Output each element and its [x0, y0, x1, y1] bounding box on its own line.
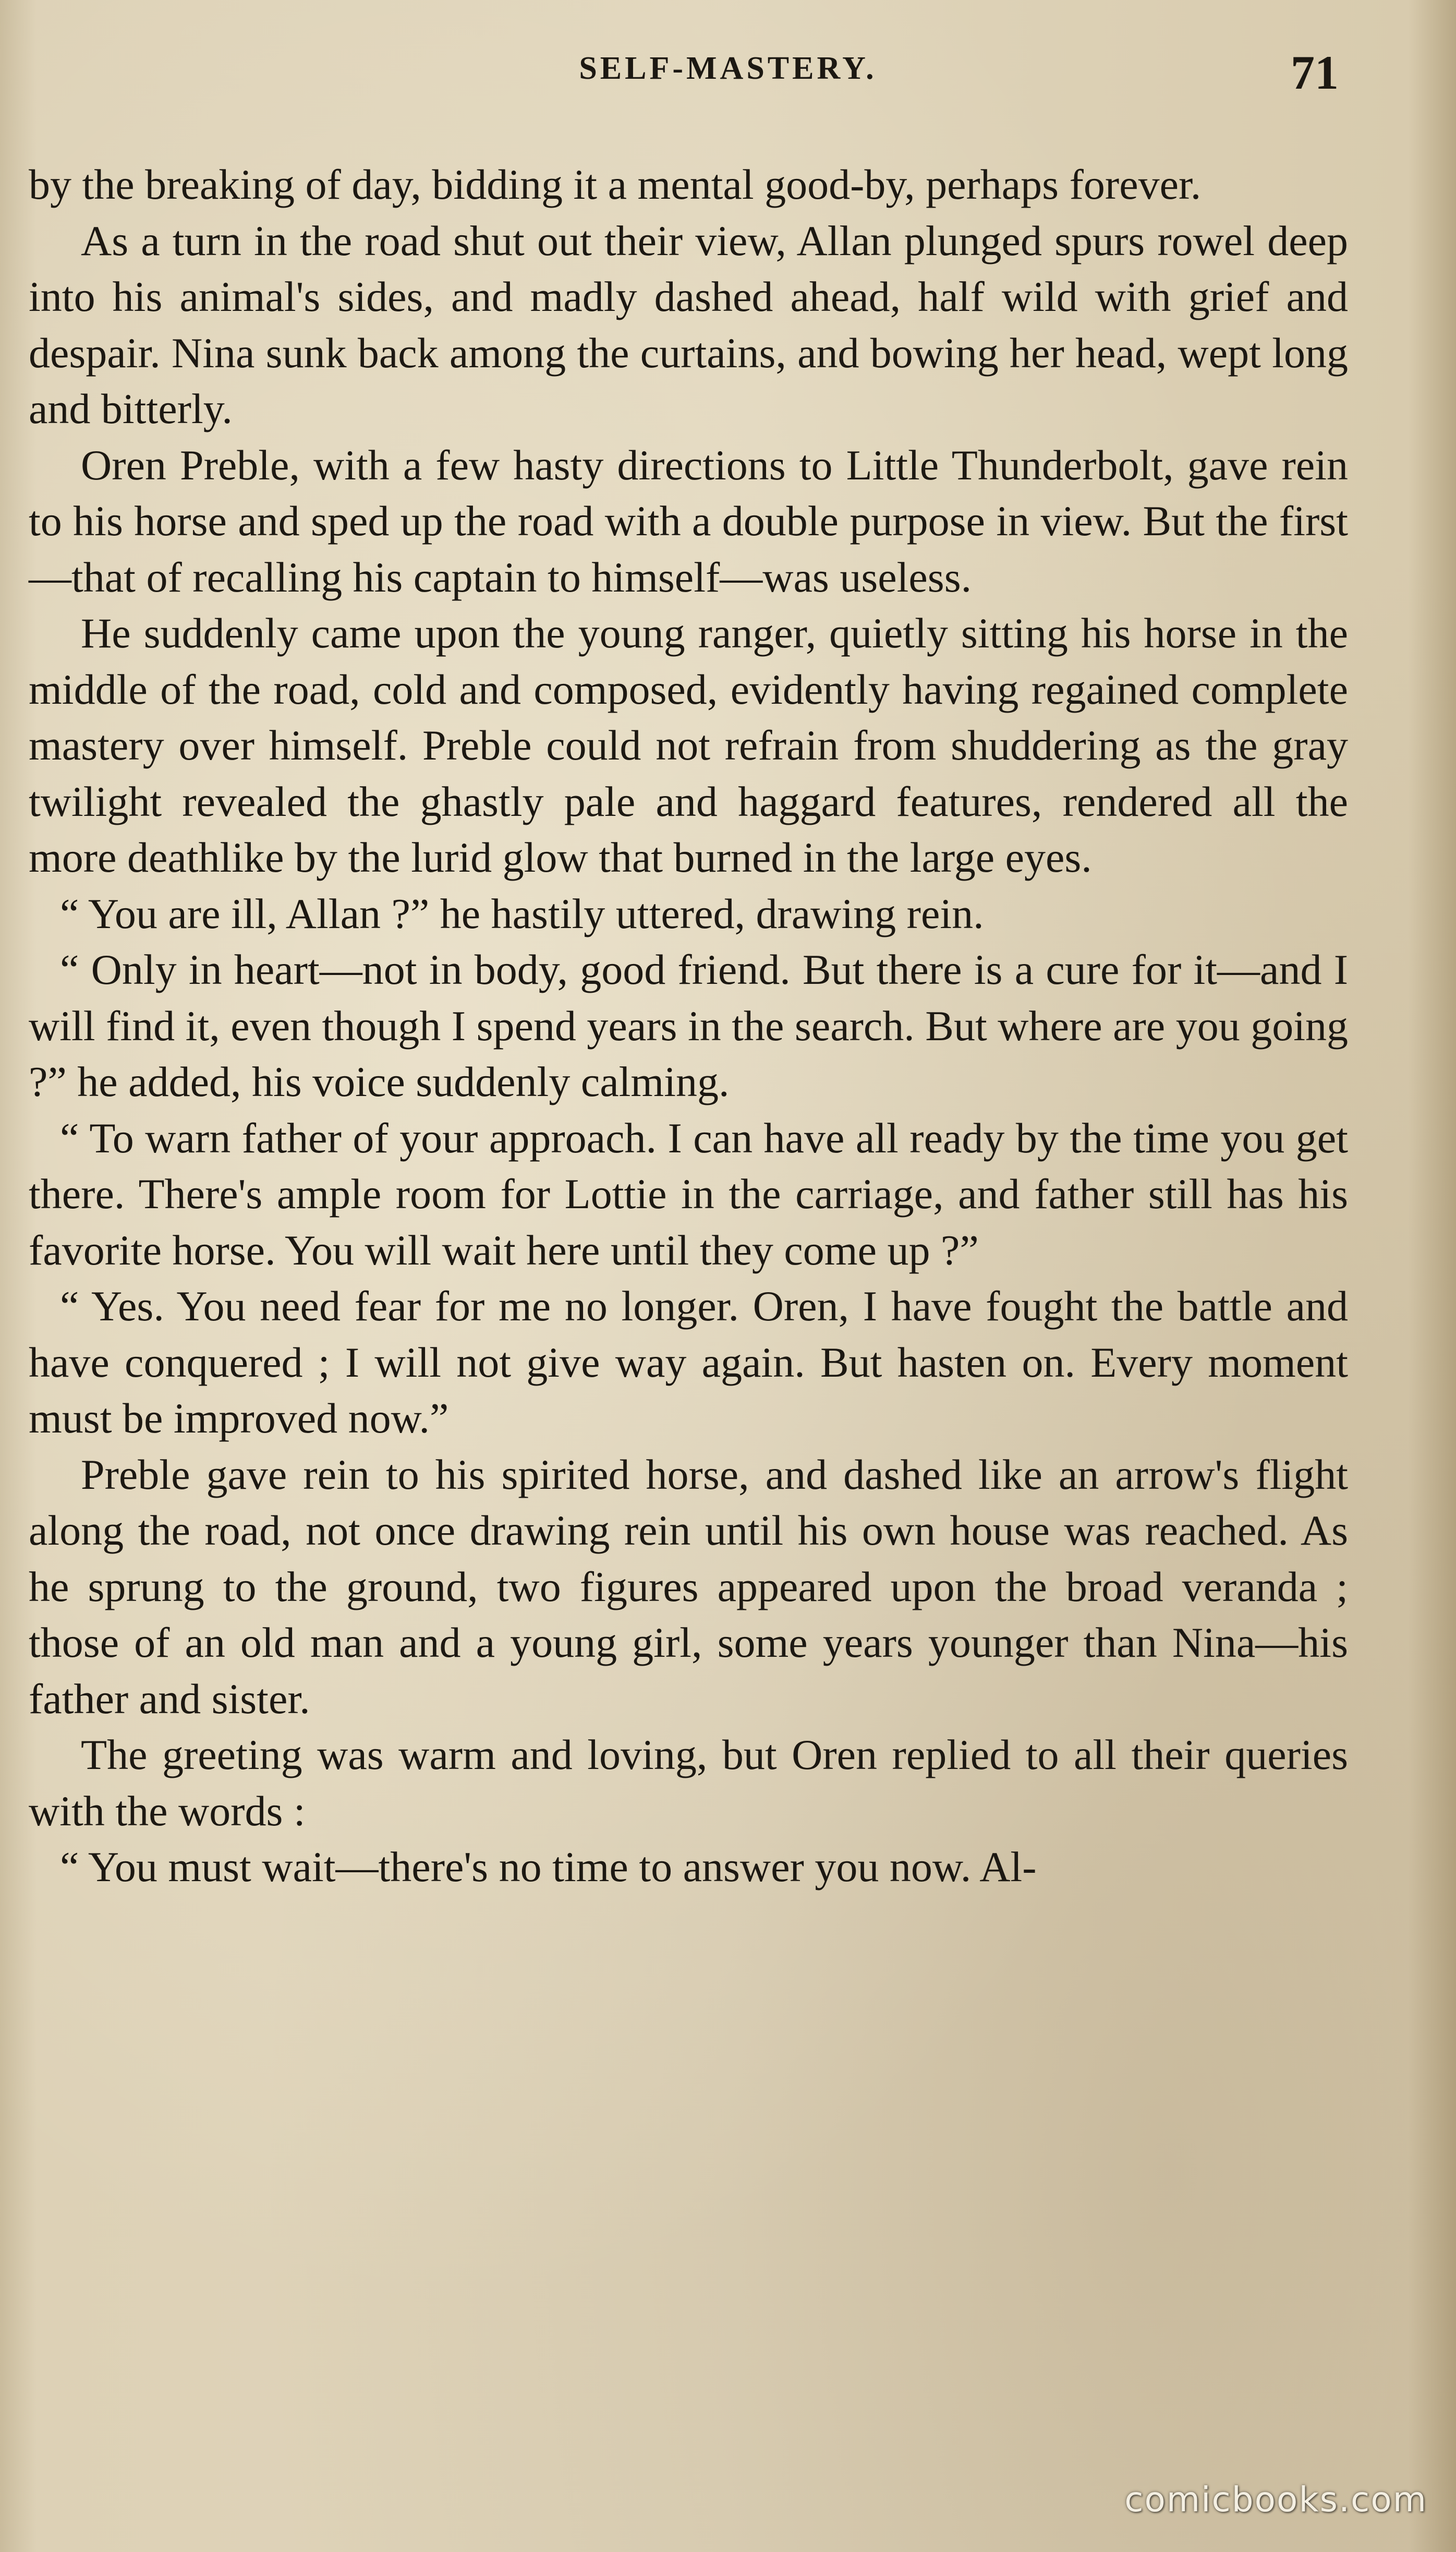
paragraph: The greeting was warm and loving, but Oren replied to all their queries with the words : [29, 1731, 1348, 1835]
running-title: SELF-MASTERY. [579, 51, 877, 86]
paragraph: “ Only in heart—not in body, good friend. But there is a cure for it—and I will find it, even though I spend years in the search. But where are you going ?” he added, his voice suddenly calming. [29, 946, 1348, 1105]
body-text [29, 157, 1348, 1895]
paragraph: “ You must wait—there's no time to answer you now. Al- [60, 1843, 1037, 1891]
page-header [0, 45, 1456, 107]
watermark: comicbooks.com [1124, 2479, 1427, 2520]
paragraph: He suddenly came upon the young ranger, quietly sitting his horse in the middle of the road, cold and composed, evidently having regained complete mastery over himself. Preble could not refrain from shuddering as the gray twilight revealed the ghastly pale and haggard features, rendered all the more deathlike by the lurid glow that burned in the large eyes. [29, 609, 1348, 881]
paragraph: “ To warn father of your approach. I can have all ready by the time you get there. There's ample room for Lottie in the carriage, and father still has his favorite horse. You will wait here until they come up ?” [29, 1114, 1348, 1274]
paragraph: by the breaking of day, bidding it a mental good-by, perhaps forever. [29, 161, 1202, 208]
paragraph: “ You are ill, Allan ?” he hastily uttered, drawing rein. [60, 889, 984, 937]
paragraph: “ Yes. You need fear for me no longer. Oren, I have fought the battle and have conquered ; I will not give way again. But hasten on. Every moment must be improved now.” [29, 1282, 1348, 1442]
paragraph: Preble gave rein to his spirited horse, and dashed like an arrow's flight along the road, not once drawing rein until his own house was reached. As he sprung to the ground, two figures appeared upon the broad veranda ; those of an old man and a young girl, some years younger than Nina—his father and sister. [29, 1450, 1348, 1723]
paragraph: Oren Preble, with a few hasty directions to Little Thunderbolt, gave rein to his horse and sped up the road with a double purpose in view. But the first—that of recalling his captain to himself—was useless. [29, 441, 1348, 601]
paragraph: As a turn in the road shut out their view, Allan plunged spurs rowel deep into his animal's sides, and madly dashed ahead, half wild with grief and despair. Nina sunk back among the curtains, and bowing her head, wept long and bitterly. [29, 216, 1348, 432]
page-number: 71 [1291, 46, 1339, 99]
